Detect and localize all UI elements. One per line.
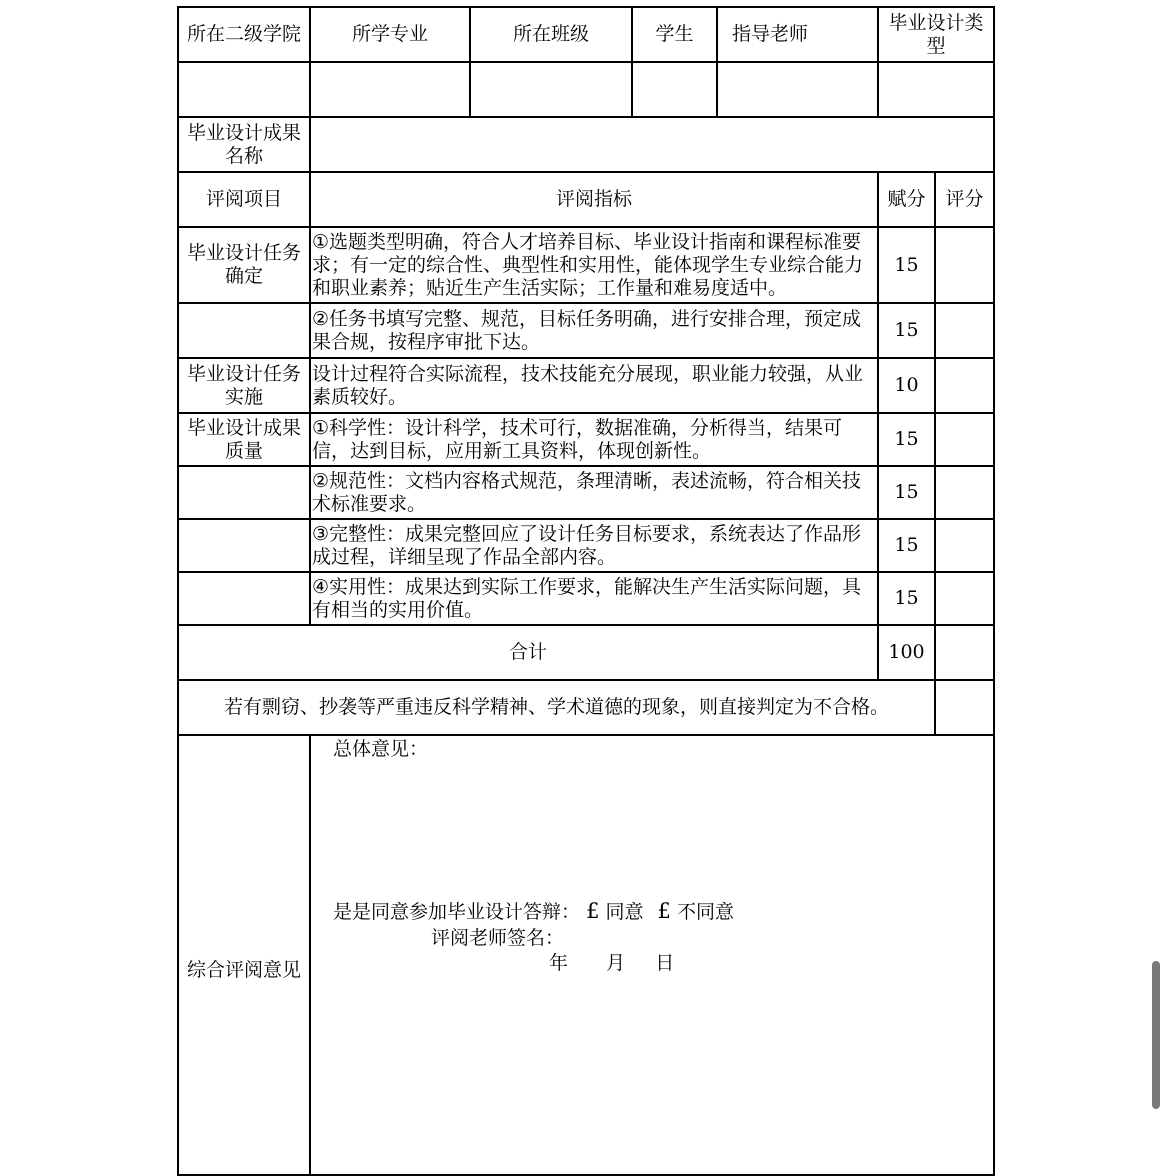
college-field[interactable] xyxy=(178,62,310,117)
criteria-item: 毕业设计成果质量 xyxy=(178,413,310,466)
criteria-indicator: ①科学性：设计科学，技术可行，数据准确，分析得当，结果可信，达到目标，应用新工具资料，体现创新性。 xyxy=(310,413,878,466)
header-student: 学生 xyxy=(632,7,717,62)
criteria-header-item: 评阅项目 xyxy=(178,172,310,227)
criteria-points: 15 xyxy=(878,572,935,625)
criteria-item: 毕业设计任务确定 xyxy=(178,227,310,303)
criteria-header-score: 评分 xyxy=(935,172,994,227)
criteria-points: 15 xyxy=(878,413,935,466)
criteria-header-indicator: 评阅指标 xyxy=(310,172,878,227)
criteria-row xyxy=(178,572,994,625)
criteria-item: 毕业设计任务实施 xyxy=(178,358,310,413)
defense-consent-line xyxy=(333,900,734,924)
header-design-type: 毕业设计类型 xyxy=(878,7,994,62)
major-field[interactable] xyxy=(310,62,470,117)
criteria-points: 15 xyxy=(878,227,935,303)
criteria-points: 15 xyxy=(878,466,935,519)
design-type-field[interactable] xyxy=(878,62,994,117)
criteria-score-field[interactable] xyxy=(935,303,994,358)
criteria-item xyxy=(178,519,310,572)
criteria-indicator: ①选题类型明确，符合人才培养目标、毕业设计指南和课程标准要求；有一定的综合性、典型性和实用性，能体现学生专业综合能力和职业素养；贴近生产生活实际；工作量和难易度适中。 xyxy=(310,227,878,303)
criteria-row xyxy=(178,466,994,519)
total-label: 合计 xyxy=(178,625,878,680)
signature-label: 评阅老师签名： xyxy=(431,927,565,949)
criteria-row xyxy=(178,358,994,413)
agree-checkbox-icon[interactable]: £ xyxy=(586,899,600,923)
result-name-row xyxy=(178,117,994,172)
criteria-indicator: 设计过程符合实际流程，技术技能充分展现，职业能力较强，从业素质较好。 xyxy=(310,358,878,413)
criteria-indicator: ②规范性：文档内容格式规范，条理清晰，表述流畅，符合相关技术标准要求。 xyxy=(310,466,878,519)
criteria-score-field[interactable] xyxy=(935,466,994,519)
date-line xyxy=(549,952,674,975)
criteria-score-field[interactable] xyxy=(935,519,994,572)
criteria-row xyxy=(178,227,994,303)
criteria-item xyxy=(178,303,310,358)
opinion-field[interactable] xyxy=(310,735,994,1175)
criteria-indicator: ③完整性：成果完整回应了设计任务目标要求，系统表达了作品形成过程，详细呈现了作品全部内容。 xyxy=(310,519,878,572)
header-advisor: 指导老师 xyxy=(717,7,878,62)
integrity-row xyxy=(178,680,994,735)
header-major: 所学专业 xyxy=(310,7,470,62)
total-row xyxy=(178,625,994,680)
total-points: 100 xyxy=(878,625,935,680)
integrity-score-field[interactable] xyxy=(935,680,994,735)
criteria-points: 10 xyxy=(878,358,935,413)
agree-option[interactable]: 同意 xyxy=(605,901,644,923)
opinion-row xyxy=(178,735,994,1175)
opinion-label: 综合评阅意见 xyxy=(178,735,310,1175)
header-college: 所在二级学院 xyxy=(178,7,310,62)
criteria-score-field[interactable] xyxy=(935,358,994,413)
header-class: 所在班级 xyxy=(470,7,632,62)
date-year: 年 xyxy=(549,952,569,974)
criteria-indicator: ④实用性：成果达到实际工作要求，能解决生产生活实际问题，具有相当的实用价值。 xyxy=(310,572,878,625)
criteria-item xyxy=(178,572,310,625)
total-score-field[interactable] xyxy=(935,625,994,680)
criteria-item xyxy=(178,466,310,519)
criteria-header-row xyxy=(178,172,994,227)
criteria-row xyxy=(178,303,994,358)
criteria-indicator: ②任务书填写完整、规范，目标任务明确，进行安排合理，预定成果合规，按程序审批下达。 xyxy=(310,303,878,358)
criteria-points: 15 xyxy=(878,519,935,572)
criteria-score-field[interactable] xyxy=(935,572,994,625)
review-table xyxy=(177,6,995,1176)
advisor-field[interactable] xyxy=(717,62,878,117)
date-day: 日 xyxy=(655,952,675,974)
info-header-row xyxy=(178,7,994,62)
criteria-score-field[interactable] xyxy=(935,413,994,466)
review-form xyxy=(177,6,993,1176)
criteria-row xyxy=(178,519,994,572)
integrity-note: 若有剽窃、抄袭等严重违反科学精神、学术道德的现象，则直接判定为不合格。 xyxy=(178,680,935,735)
disagree-option[interactable]: 不同意 xyxy=(676,901,734,923)
criteria-score-field[interactable] xyxy=(935,227,994,303)
criteria-points: 15 xyxy=(878,303,935,358)
info-value-row xyxy=(178,62,994,117)
result-name-label: 毕业设计成果名称 xyxy=(178,117,310,172)
result-name-field[interactable] xyxy=(310,117,994,172)
disagree-checkbox-icon[interactable]: £ xyxy=(657,899,671,923)
overall-opinion-label: 总体意见： xyxy=(333,738,429,760)
student-field[interactable] xyxy=(632,62,717,117)
criteria-header-points: 赋分 xyxy=(878,172,935,227)
date-month: 月 xyxy=(606,952,626,974)
vertical-scrollbar[interactable] xyxy=(1152,961,1160,1109)
class-field[interactable] xyxy=(470,62,632,117)
defense-question: 是是同意参加毕业设计答辩： xyxy=(333,901,581,923)
criteria-row xyxy=(178,413,994,466)
